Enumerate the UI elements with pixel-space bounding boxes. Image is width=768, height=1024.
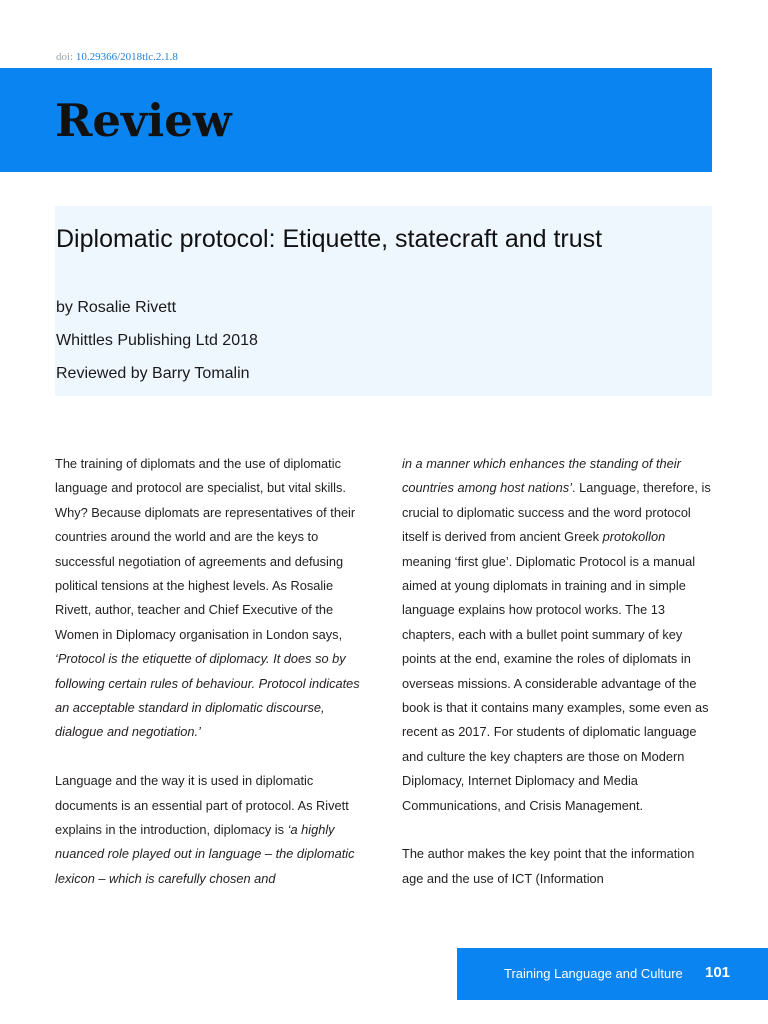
section-title: Review bbox=[55, 94, 232, 147]
doi-link[interactable]: 10.29366/2018tlc.2.1.8 bbox=[75, 51, 178, 63]
book-title: Diplomatic protocol: Etiquette, statecraft and trust bbox=[56, 225, 603, 253]
paragraph-language-quote-end: in a manner which enhances the standing of their countries among host nations’ bbox=[402, 456, 681, 496]
paragraph-language-text-3: meaning ‘first glue’. Diplomatic Protocol is a manual aimed at young diplomats in training and in simple language explains how protocol works. The 13 chapters, each with a bullet point summary of key points at the end, examine the roles of diplomats in overseas missions. A considerable advantage of the book is that it contains many examples, some even as recent as 2017. For students of diplomatic language and culture the key chapters are those on Modern Diplomacy, Internet Diplomacy and Media Communications, and Crisis Management. bbox=[402, 553, 709, 813]
paragraph-intro bbox=[55, 452, 365, 745]
paragraph-intro-quote: ‘Protocol is the etiquette of diplomacy. It does so by following certain rules of behaviour. Protocol indicates an acceptable standard in diplomatic discourse, dialogue and negotiation.’ bbox=[55, 651, 360, 740]
paragraph-language-quote-start: ‘a highly nuanced role played out in language – the diplomatic lexicon – which is carefully chosen and bbox=[55, 822, 355, 886]
paragraph-information-age: The author makes the key point that the information age and the use of ICT (Information bbox=[402, 846, 695, 886]
page-number: 101 bbox=[705, 964, 731, 981]
book-publisher: Whittles Publishing Ltd 2018 bbox=[56, 332, 258, 349]
paragraph-intro-text: The training of diplomats and the use of diplomatic language and protocol are specialist, but vital skills. Why? Because diplomats are representatives of their countries around the world and are the keys to successful negotiation of agreements and defusing political tensions at the highest levels. As Rosalie Rivett, author, teacher and Chief Executive of the Women in Diplomacy organisation in London says, bbox=[55, 456, 356, 642]
greek-term: protokollon bbox=[602, 529, 666, 545]
body-column-right bbox=[402, 452, 712, 916]
paragraph-language bbox=[55, 769, 365, 891]
paragraph-language-continued bbox=[402, 452, 712, 818]
paragraph-language-text-2: . Language, therefore, is crucial to diplomatic success and the word protocol itself is derived from ancient Greek bbox=[402, 480, 711, 545]
footer-journal-name: Training Language and Culture bbox=[504, 966, 683, 981]
body-column-left bbox=[55, 452, 365, 916]
doi-label: doi: bbox=[56, 51, 74, 63]
paragraph-language-text: Language and the way it is used in diplomatic documents is an essential part of protocol. As Rivett explains in the introduction, diplomacy is bbox=[55, 773, 349, 838]
book-reviewer: Reviewed by Barry Tomalin bbox=[56, 365, 250, 382]
doi-line bbox=[56, 51, 178, 63]
book-author: by Rosalie Rivett bbox=[56, 299, 177, 316]
